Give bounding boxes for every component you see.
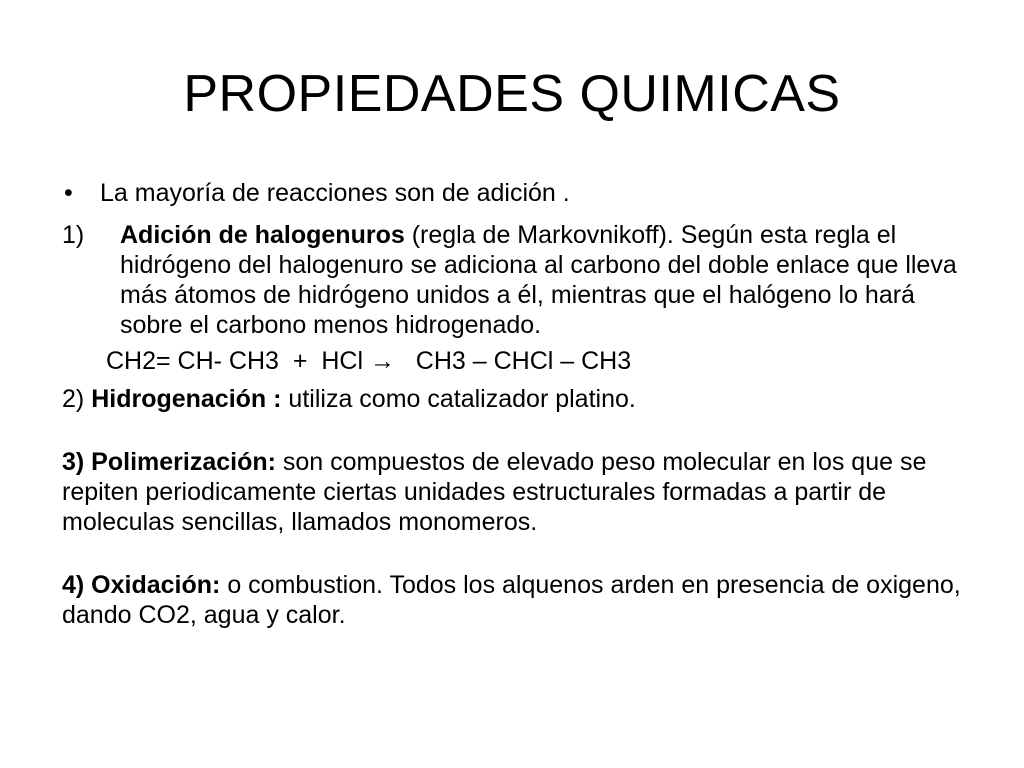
item-3-text: son compuestos de elevado peso molecular en los que se repiten periodicamente ciertas unidades estructurales formadas a partir de moleculas sencillas, llamados monomeros. (62, 448, 927, 536)
item-4-heading: 4) Oxidación: (62, 571, 221, 599)
bullet-marker: • (64, 179, 73, 207)
slide-body (62, 178, 982, 630)
item-4-text: o combustion. Todos los alquenos arden en presencia de oxigeno, dando CO2, agua y calor. (62, 571, 961, 629)
item-1-text: (regla de Markovnikoff). Según esta regla el hidrógeno del halogenuro se adiciona al carbono del doble enlace que lleva más átomos de hidrógeno unidos a él, mientras que el halógeno lo hará sobre el carbono menos hidrogenado. (120, 221, 957, 339)
item-2-marker: 2) (62, 385, 92, 413)
item-1-heading: Adición de halogenuros (120, 221, 405, 249)
item-oxidacion (62, 570, 982, 630)
item-hidrogenacion (62, 384, 982, 414)
spacer (62, 537, 982, 570)
item-3-heading: 3) Polimerización: (62, 448, 276, 476)
item-1-marker: 1) (62, 221, 85, 249)
spacer (62, 414, 982, 447)
item-2-heading: Hidrogenación : (91, 385, 282, 413)
item-halogenuros (62, 220, 982, 340)
reaction-equation: CH2= CH- CH3 + HCl → CH3 – CHCl – CH3 (106, 347, 632, 375)
item-2-text: utiliza como catalizador platino. (281, 385, 636, 413)
bullet-item (62, 178, 982, 208)
bullet-text: La mayoría de reacciones son de adición . (100, 179, 570, 207)
item-polimerizacion (62, 447, 982, 537)
slide-title: PROPIEDADES QUIMICAS (183, 65, 841, 123)
